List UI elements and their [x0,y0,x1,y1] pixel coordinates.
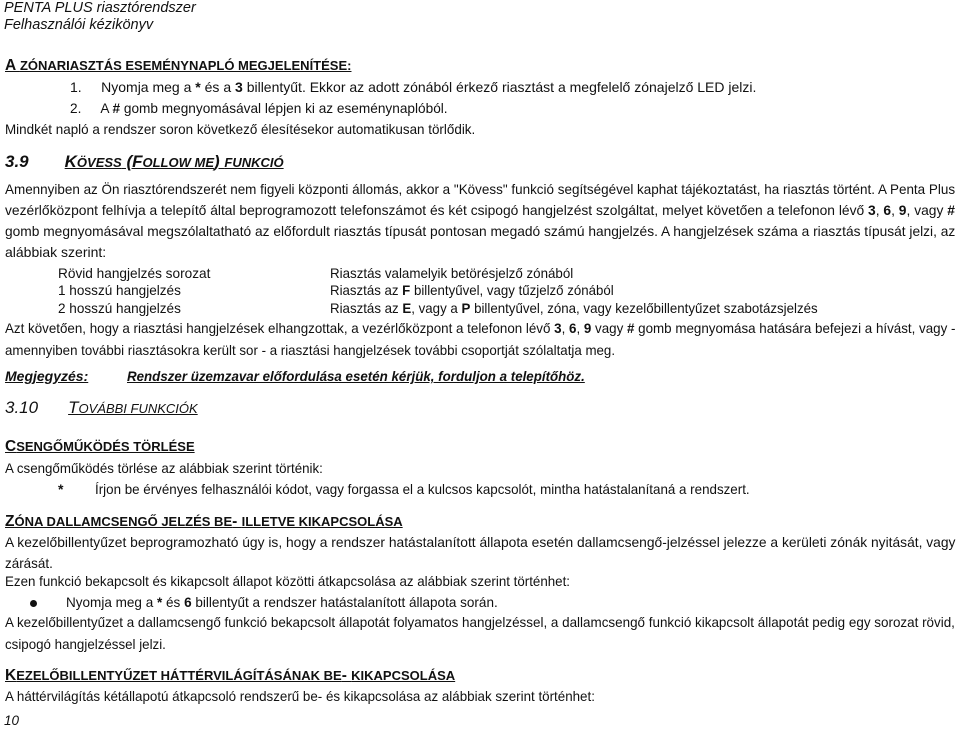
zone-log-note: Mindkét napló a rendszer soron következő élesítésekor automatikusan törlődik. [5,121,476,137]
note-label: Megjegyzés: [5,368,89,384]
zone-chime-line-1: A kezelőbillentyűzet beprogramozható úgy is, hogy a rendszer hatástalanított állapota esetén dallamcsengő-jelzéssel jelezze a kerületi zónák nyitását, vagy [5,534,956,550]
backlight-line-1: A háttérvilágítás kétállapotú átkapcsoló rendszerű be- és kikapcsolása az alábbiak szerint történhet: [5,688,595,704]
header-title: PENTA PLUS riasztórendszer [4,0,196,16]
signal-row-2-right: Riasztás az F billentyűvel, vagy tűzjelző zónából [330,282,614,298]
follow-paragraph-line-1: Amennyiben az Ön riasztórendszerét nem figyeli központi állomás, akkor a "Kövess" funkció segítségével kaphat tájékoztatást, ha riasztás történt. A Penta Plus [5,181,956,197]
follow-paragraph-line-2: vezérlőközpont felhívja a telepítő által beprogramozott telefonszámot és két csipogó hangjelzést szolgáltat, melyet követően a telefonon lévő 3, 6, 9, vagy # [5,202,955,218]
follow-paragraph-line-4: alábbiak szerint: [5,244,107,260]
chime-step: Írjon be érvényes felhasználói kódot, vagy forgassa el a kulcsos kapcsolót, mintha hatástalanítaná a rendszert. [95,481,750,497]
zone-chime-line-5: csipogó hangjelzéssel jelzi. [5,636,166,652]
signal-row-3-right: Riasztás az E, vagy a P billentyűvel, zóna, vagy kezelőbillentyűzet szabotázsjelzés [330,300,818,316]
signal-row-1-left: Rövid hangjelzés sorozat [58,265,211,281]
page-number: 10 [4,713,20,728]
zone-chime-line-4: A kezelőbillentyűzet a dallamcsengő funkció bekapcsolt állapotát folyamatos hangjelzéssel, a dallamcsengő funkció kikapcsolt állapotát pedig egy sorozat rövid, [5,614,955,630]
chime-heading: CSENGŐMŰKÖDÉS TÖRLÉSE [5,438,195,455]
document-header [4,0,196,34]
zone-chime-line-3: Ezen funkció bekapcsolt és kikapcsolt állapot közötti átkapcsolása az alábbiak szerint történhet: [5,573,571,589]
backlight-heading: KEZELŐBILLENTYŰZET HÁTTÉRVILÁGÍTÁSÁNAK BE- KIKAPCSOLÁSA [5,667,456,684]
note-text: Rendszer üzemzavar előfordulása esetén kérjük, forduljon a telepítőhöz. [127,368,585,384]
signal-row-3-left: 2 hosszú hangjelzés [58,300,181,316]
signal-row-2-left: 1 hosszú hangjelzés [58,282,181,298]
zone-chime-heading: ZÓNA DALLAMCSENGŐ JELZÉS BE- ILLETVE KIKAPCSOLÁSA [5,513,403,530]
follow-paragraph-2-line-1: Azt követően, hogy a riasztási hangjelzések elhangzottak, a vezérlőközpont a telefonon lévő 3, 6, 9 vagy # gomb megnyomása hatására befejezi a hívást, vagy - [5,320,956,336]
section-3-10-title: 3.10 TOVÁBBI FUNKCIÓK [5,398,198,417]
zone-log-step-1: 1. Nyomja meg a * és a 3 billentyűt. Ekkor az adott zónából érkező riasztást a megfelelő zónajelző LED jelzi. [70,79,757,95]
signal-row-1-right: Riasztás valamelyik betörésjelző zónából [330,265,574,281]
zone-log-heading: A ZÓNARIASZTÁS ESEMÉNYNAPLÓ MEGJELENÍTÉSE: [5,57,352,74]
zone-log-step-2: 2. A # gomb megnyomásával lépjen ki az eseménynaplóból. [70,100,448,116]
header-subtitle: Felhasználói kézikönyv [4,17,154,33]
section-3-9-title: 3.9 KÖVESS (FOLLOW ME) FUNKCIÓ [5,152,284,171]
follow-paragraph-2-line-2: amennyiben további riasztásokra került sor - a riasztási hangjelzések további csoportját szólaltatja meg. [5,342,616,358]
chime-intro: A csengőműködés törlése az alábbiak szerint történik: [5,460,323,476]
bullet-icon [30,594,37,611]
follow-paragraph-line-3: gomb megnyomásával megszólaltatható az előfordult riasztás típusát pontosan megadó számú hangjelzés. A hangjelzések száma a riasztás típusát jelzi, az [5,223,956,239]
zone-chime-line-2: zárását. [5,555,53,571]
zone-chime-bullet: Nyomja meg a * és 6 billentyűt a rendszer hatástalanított állapota során. [66,594,498,610]
chime-star: * [58,481,64,497]
